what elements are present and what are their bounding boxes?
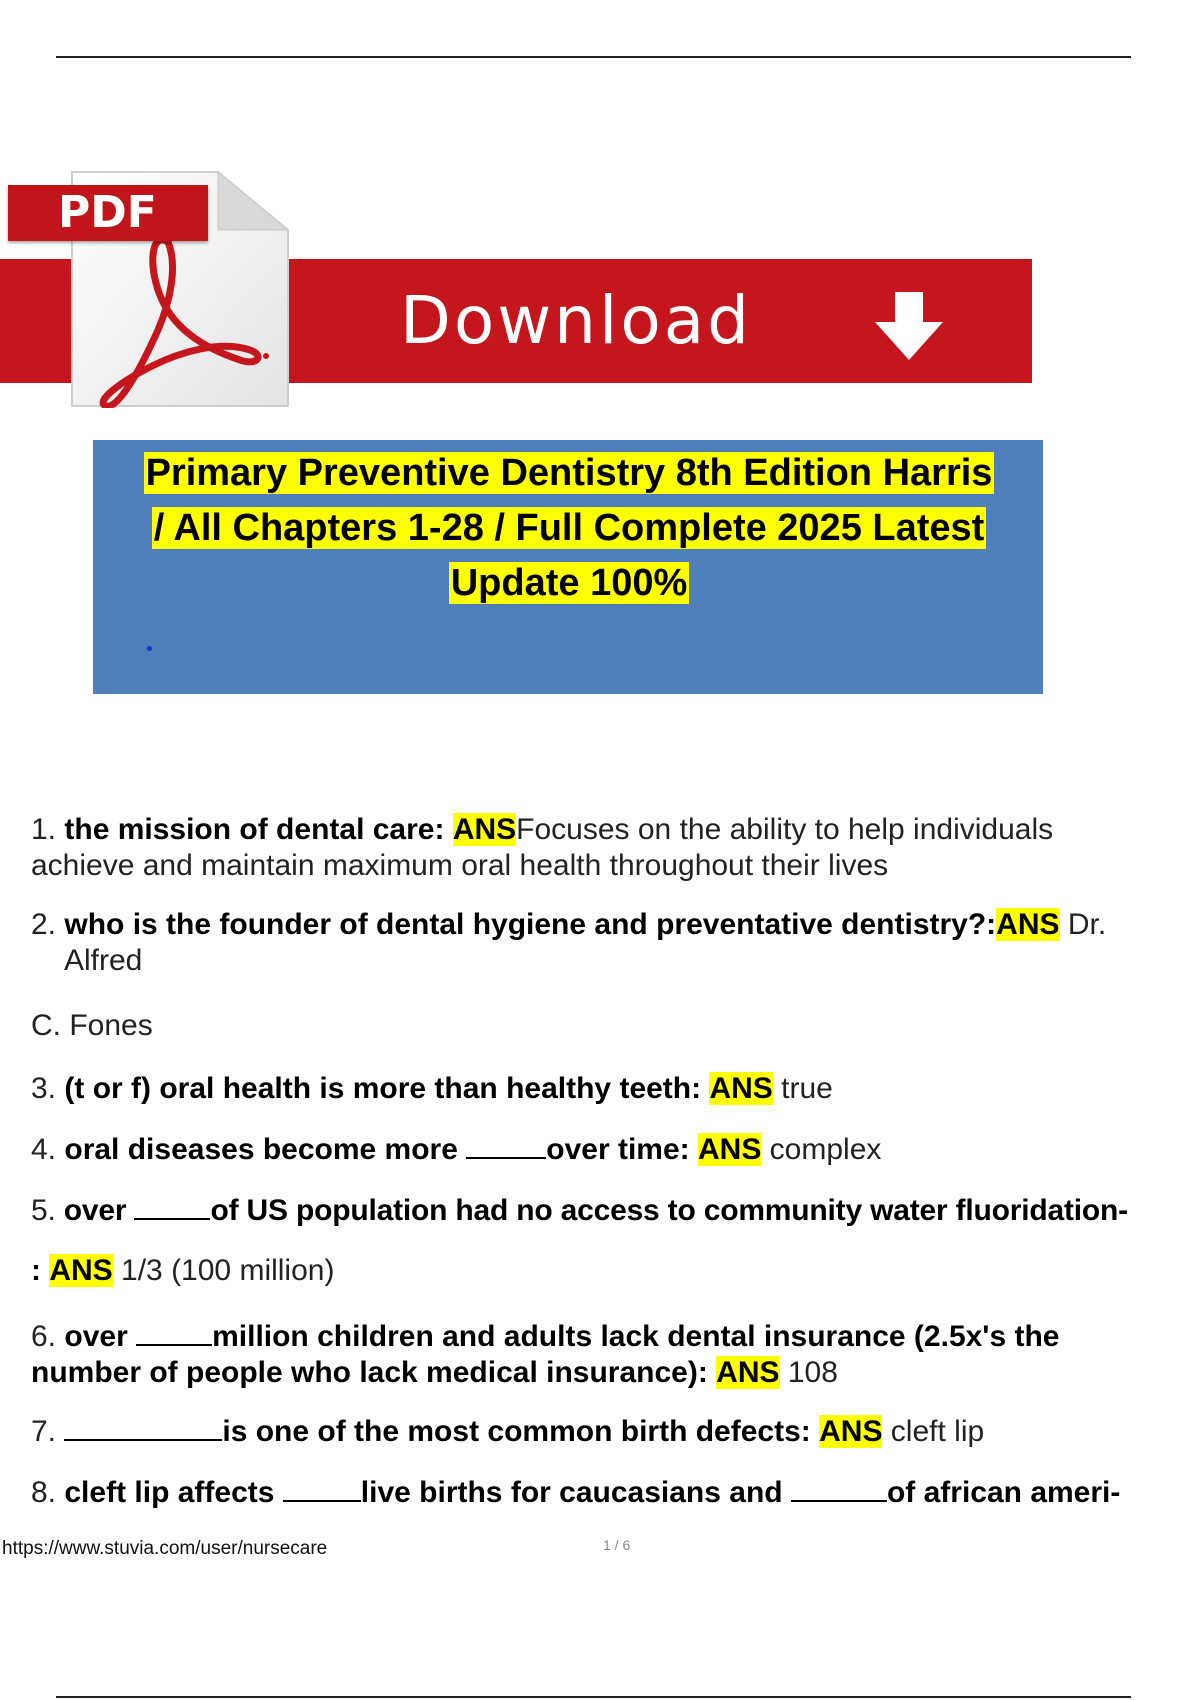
qa-item-5: 5. over of US population had no access to community water fluoridation-: [31, 1194, 1128, 1227]
blue-dot: [147, 646, 152, 651]
answer-blank: [64, 1413, 222, 1441]
document-title: [100, 446, 1038, 611]
answer-blank: [134, 1192, 210, 1220]
answer-blank: [466, 1131, 546, 1159]
qa-item-1: 1. the mission of dental care: ANSFocuses on the ability to help individuals achieve and maintain maximum oral health throughout their lives: [31, 813, 1054, 882]
footer-url[interactable]: https://www.stuvia.com/user/nursecare: [2, 1538, 328, 1559]
answer-blank: [136, 1318, 212, 1346]
qa-item-8: 8. cleft lip affects live births for caucasians and of african ameri-: [31, 1476, 1121, 1509]
qa-item-4: 4. oral diseases become more over time: ANS complex: [31, 1133, 882, 1166]
download-label[interactable]: Download: [400, 282, 753, 359]
qa-item-6: 6. over million children and adults lack dental insurance (2.5x's the number of people who lack medical insurance): ANS 108: [31, 1320, 1060, 1389]
title-line-1: Primary Preventive Dentistry 8th Edition Harris: [145, 452, 993, 494]
pdf-tag: PDF: [8, 185, 208, 241]
qa-item-2-continued: C. Fones: [31, 1009, 153, 1042]
download-arrow-icon[interactable]: [873, 292, 945, 362]
answer-blank: [283, 1474, 361, 1502]
qa-item-5-continued: : ANS 1/3 (100 million): [31, 1254, 335, 1287]
title-line-2: / All Chapters 1-28 / Full Complete 2025 Latest: [153, 507, 985, 549]
title-line-3: Update 100%: [450, 562, 688, 604]
page-number: 1 / 6: [603, 1537, 631, 1553]
bottom-rule: [56, 1696, 1131, 1698]
qa-item-3: 3. (t or f) oral health is more than healthy teeth: ANS true: [31, 1072, 833, 1105]
top-rule: [56, 56, 1131, 58]
answer-blank: [791, 1474, 887, 1502]
qa-item-2: 2. who is the founder of dental hygiene and preventative dentistry?:ANS Dr. Alfred: [31, 908, 1107, 977]
qa-item-7: 7. is one of the most common birth defects: ANS cleft lip: [31, 1415, 985, 1448]
